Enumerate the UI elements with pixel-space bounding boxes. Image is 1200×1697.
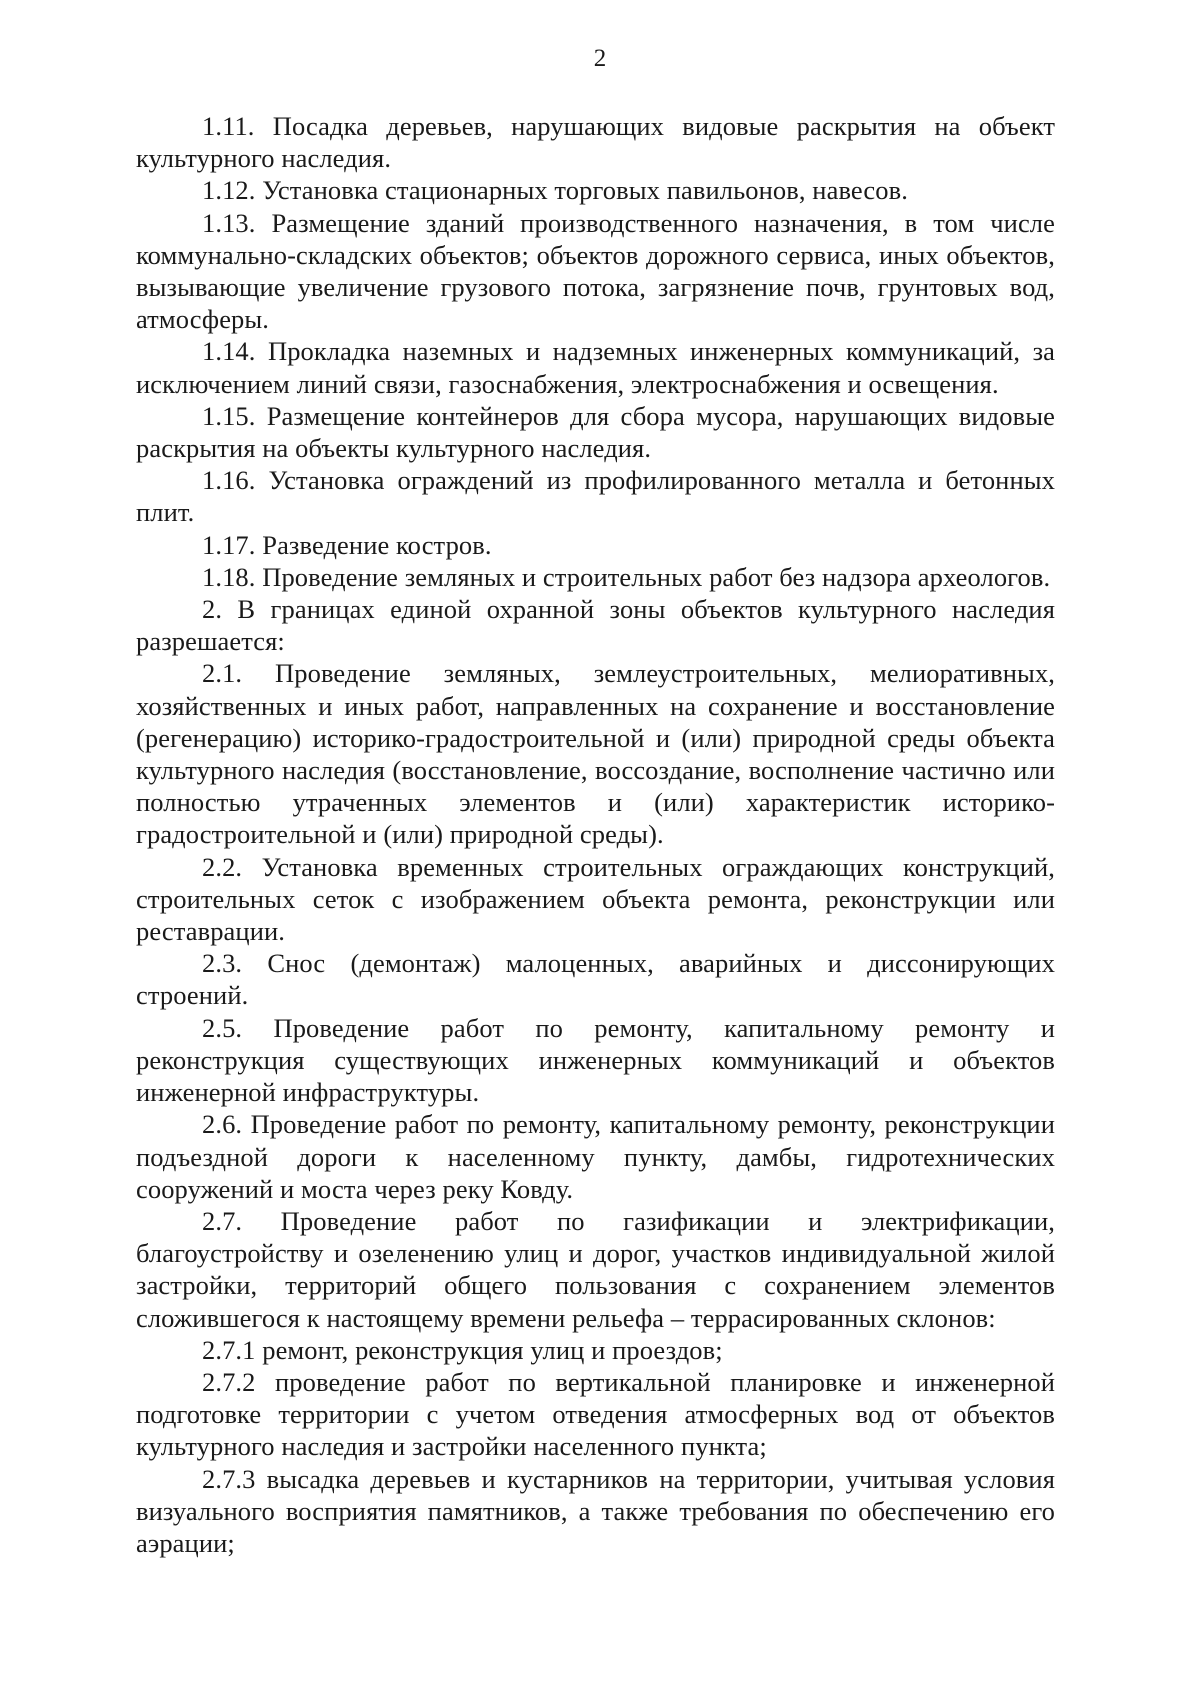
paragraph-1-12: 1.12. Установка стационарных торговых павильонов, навесов. — [202, 175, 908, 206]
paragraph-1-16: 1.16. Установка ограждений из профилированного металла и бетонных плит. — [136, 465, 1055, 528]
paragraph-1-14: 1.14. Прокладка наземных и надземных инженерных коммуникаций, за исключением линий связи, газоснабжения, электроснабжения и освещения. — [136, 336, 1055, 399]
paragraph-2-2: 2.2. Установка временных строительных ограждающих конструкций, строительных сеток с изображением объекта ремонта, реконструкции или реставрации. — [136, 851, 1055, 947]
paragraph-2-7: 2.7. Проведение работ по газификации и электрификации, благоустройству и озеленению улиц и дорог, участков индивидуальной жилой застройки, территорий общего пользования с сохранением элементов сложившегося к настоящему времени рельефа – террасированных склонов: — [136, 1205, 1055, 1333]
paragraph-1-18: 1.18. Проведение земляных и строительных работ без надзора археологов. — [202, 561, 1051, 592]
paragraph-2-1: 2.1. Проведение земляных, землеустроительных, мелиоративных, хозяйственных и иных работ, направленных на сохранение и восстановление (регенерацию) историко-градостроительной и (или) природной среды объекта культурного наследия (восстановление, воссоздание, восполнение частично или полностью утраченных элементов и (или) характеристик историко-градостроительной и (или) природной среды). — [136, 658, 1055, 850]
paragraph-2: 2. В границах единой охранной зоны объектов культурного наследия разрешается: — [136, 594, 1055, 657]
paragraph-1-13: 1.13. Размещение зданий производственного назначения, в том числе коммунально-складских объектов; объектов дорожного сервиса, иных объектов, вызывающие увеличение грузового потока, загрязнение почв, грунтовых вод, атмосферы. — [136, 207, 1055, 335]
paragraph-1-11: 1.11. Посадка деревьев, нарушающих видовые раскрытия на объект культурного наследия. — [136, 111, 1055, 174]
paragraph-2-5: 2.5. Проведение работ по ремонту, капитальному ремонту и реконструкция существующих инженерных коммуникаций и объектов инженерной инфраструктуры. — [136, 1012, 1055, 1108]
paragraph-1-15: 1.15. Размещение контейнеров для сбора мусора, нарушающих видовые раскрытия на объекты культурного наследия. — [136, 400, 1055, 464]
paragraph-2-7-2: 2.7.2 проведение работ по вертикальной планировке и инженерной подготовке территории с учетом отведения атмосферных вод от объектов культурного наследия и застройки населенного пункта; — [136, 1366, 1055, 1462]
page-number: 2 — [593, 45, 607, 72]
paragraph-1-17: 1.17. Разведение костров. — [202, 529, 492, 560]
paragraph-2-7-3: 2.7.3 высадка деревьев и кустарников на территории, учитывая условия визуального восприятия памятников, а также требования по обеспечению его аэрации; — [136, 1463, 1055, 1558]
paragraph-2-7-1: 2.7.1 ремонт, реконструкция улиц и проездов; — [202, 1334, 723, 1365]
paragraph-2-3: 2.3. Снос (демонтаж) малоценных, аварийных и диссонирующих строений. — [136, 948, 1055, 1011]
paragraph-2-6: 2.6. Проведение работ по ремонту, капитальному ремонту, реконструкции подъездной дороги к населенному пункту, дамбы, гидротехнических сооружений и моста через реку Ковду. — [136, 1109, 1055, 1204]
document-body — [136, 110, 1055, 1559]
